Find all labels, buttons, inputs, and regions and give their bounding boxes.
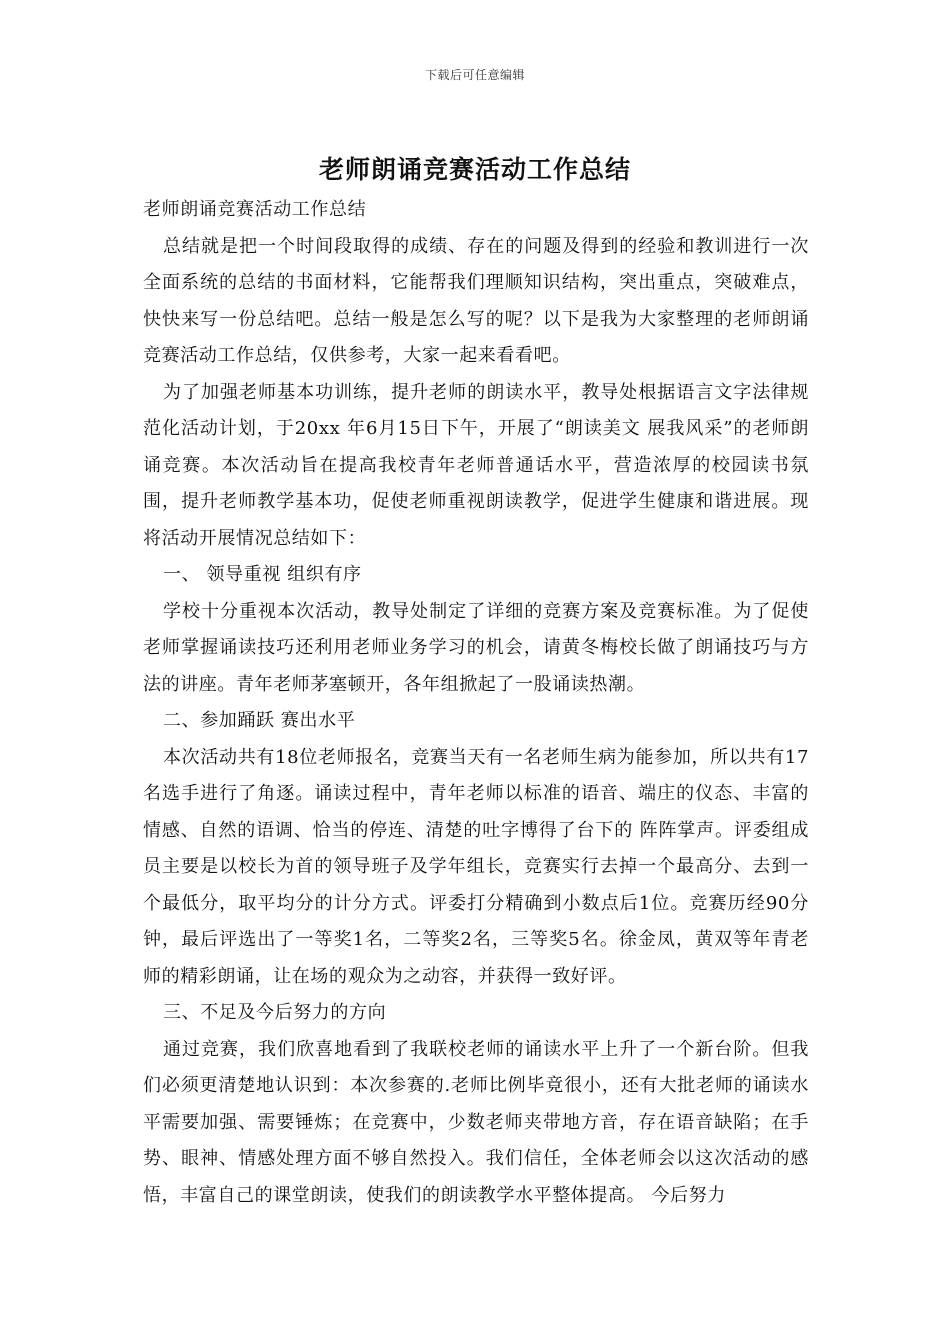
section-heading-2: 二、参加踊跃 赛出水平 bbox=[163, 710, 356, 731]
paragraph-background: 为了加强老师基本功训练，提升老师的朗读水平，教导处根据语言文字法律规范化活动计划，于20xx 年6月15日下午，开展了“朗读美文 展我风采”的老师朗诵竞赛。本次活动旨在提高我校青年老师普通话水平，营造浓厚的校园读书氛围，提升老师教学基本功，促使老师重视朗读教学，促进学生健康和谐进展。现将活动开展情况总结如下： bbox=[143, 381, 809, 549]
paragraph-section-3: 通过竞赛，我们欣喜地看到了我联校老师的诵读水平上升了一个新台阶。但我们必须更清楚地认识到：本次参赛的.老师比例毕竟很小，还有大批老师的诵读水平需要加强、需要锤炼；在竞赛中，少数老师夹带地方音，存在语音缺陷；在手势、眼神、情感处理方面不够自然投入。我们信任，全体老师会以这次活动的感悟，丰富自己的课堂朗读，使我们的朗读教学水平整体提高。 今后努力 bbox=[143, 1038, 809, 1206]
header-note: 下载后可任意编辑 bbox=[424, 68, 525, 82]
document-body bbox=[143, 192, 809, 1214]
section-heading-3: 三、不足及今后努力的方向 bbox=[163, 1002, 387, 1023]
document-title: 老师朗诵竞赛活动工作总结 bbox=[318, 155, 631, 184]
paragraph-intro: 总结就是把一个时间段取得的成绩、存在的问题及得到的经验和教训进行一次全面系统的总结的书面材料，它能帮我们理顺知识结构，突出重点，突破难点，快快来写一份总结吧。总结一般是怎么写的呢？以下是我为大家整理的老师朗诵竞赛活动工作总结，仅供参考，大家一起来看看吧。 bbox=[143, 235, 809, 366]
paragraph-section-1: 学校十分重视本次活动，教导处制定了详细的竞赛方案及竞赛标准。为了促使老师掌握诵读技巧还利用老师业务学习的机会，请黄冬梅校长做了朗诵技巧与方法的讲座。青年老师茅塞顿开，各年组掀起了一股诵读热潮。 bbox=[143, 600, 809, 695]
section-heading-1: 一、 领导重视 组织有序 bbox=[163, 564, 362, 585]
paragraph-section-2: 本次活动共有18位老师报名，竞赛当天有一名老师生病为能参加，所以共有17名选手进行了角逐。诵读过程中，青年老师以标准的语音、端庄的仪态、丰富的情感、自然的语调、恰当的停连、清楚的吐字博得了台下的 阵阵掌声。评委组成员主要是以校长为首的领导班子及学年组长，竞赛实行去掉一个最高分、去到一个最低分，取平均分的计分方式。评委打分精确到小数点后1位。竞赛历经90分钟，最后评选出了一等奖1名，二等奖2名，三等奖5名。徐金凤，黄双等年青老师的精彩朗诵，让在场的观众为之动容，并获得一致好评。 bbox=[143, 746, 809, 987]
body-subtitle: 老师朗诵竞赛活动工作总结 bbox=[143, 199, 367, 220]
